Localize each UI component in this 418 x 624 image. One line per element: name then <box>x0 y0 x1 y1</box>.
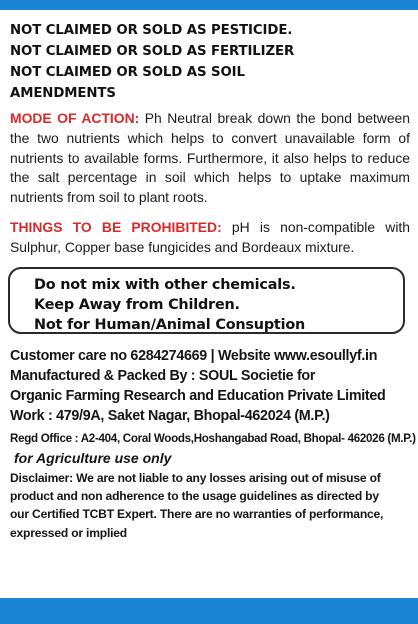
bottom-color-band <box>0 598 418 624</box>
claims-block <box>10 20 410 104</box>
warning-box <box>8 267 405 334</box>
claim-line: NOT CLAIMED OR SOLD AS SOIL <box>10 65 245 80</box>
prohibited-heading: THINGS TO BE PROHIBITED: <box>10 218 222 235</box>
organization-name: Organic Farming Research and Education Private Limited <box>10 387 386 404</box>
disclaimer-line: expressed or implied <box>10 525 127 540</box>
warning-line: Keep Away from Children. <box>34 296 240 313</box>
work-address: Work : 479/9A, Saket Nagar, Bhopal-462024 (M.P.) <box>10 407 330 424</box>
prohibited-text: pH is non-compatible with Sulphur, Copper base fungicides and Bordeaux mixture. <box>10 218 410 255</box>
top-color-band <box>0 0 418 10</box>
disclaimer-line: Disclaimer: We are not liable to any losses arising out of misuse of <box>10 470 381 485</box>
claim-line: NOT CLAIMED OR SOLD AS FERTILIZER <box>10 44 295 59</box>
label-content <box>10 20 416 542</box>
disclaimer-line: product and non adherence to the usage guidelines as directed by <box>10 488 379 503</box>
info-block <box>10 346 416 468</box>
prohibited-paragraph <box>10 218 410 258</box>
warning-line: Do not mix with other chemicals. <box>34 276 296 293</box>
warning-line: Not for Human/Animal Consuption <box>34 316 306 333</box>
customer-care-line: Customer care no 6284274669 | Website www.esoullyf.in <box>10 347 378 364</box>
disclaimer-line: our Certified TCBT Expert. There are no warranties of performance, <box>10 507 384 522</box>
agriculture-use-note: for Agriculture use only <box>14 449 172 466</box>
mode-of-action-text: Ph Neutral break down the bond between the two nutrients which helps to convert unavailable form of nutrients to available forms. Furthermore, it also helps to reduce the salt percentage in soil which helps to uptake maximum nutrients from soil to plant roots. <box>10 110 410 206</box>
disclaimer <box>10 469 410 543</box>
claim-line: NOT CLAIMED OR SOLD AS PESTICIDE. <box>10 23 293 38</box>
regd-office-address: Regd Office : A2-404, Coral Woods,Hoshangabad Road, Bhopal- 462026 (M.P.) <box>10 431 416 445</box>
mode-of-action-paragraph <box>10 109 410 208</box>
claim-line: AMENDMENTS <box>10 86 116 101</box>
manufacturer-line: Manufactured & Packed By : SOUL Societie for <box>10 367 316 384</box>
mode-of-action-heading: MODE OF ACTION: <box>10 110 140 126</box>
